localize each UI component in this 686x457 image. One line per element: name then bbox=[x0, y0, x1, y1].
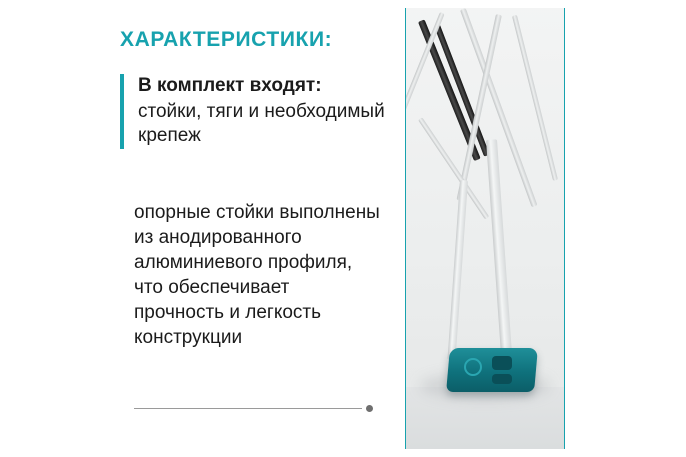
divider-dot-icon bbox=[366, 405, 373, 412]
kit-body: стойки, тяги и необходимый крепеж bbox=[138, 100, 385, 147]
page-title: ХАРАКТЕРИСТИКИ: bbox=[120, 28, 333, 51]
kit-title: В комплект входят: bbox=[138, 75, 322, 96]
product-photo bbox=[400, 0, 686, 457]
photo-frame-border bbox=[405, 8, 565, 449]
divider bbox=[134, 408, 362, 409]
description-text: опорные стойки выполнены из анодированного алюминиевого профиля, что обеспечивает прочность и легкость конструкции bbox=[134, 202, 380, 349]
kit-block bbox=[120, 74, 403, 149]
